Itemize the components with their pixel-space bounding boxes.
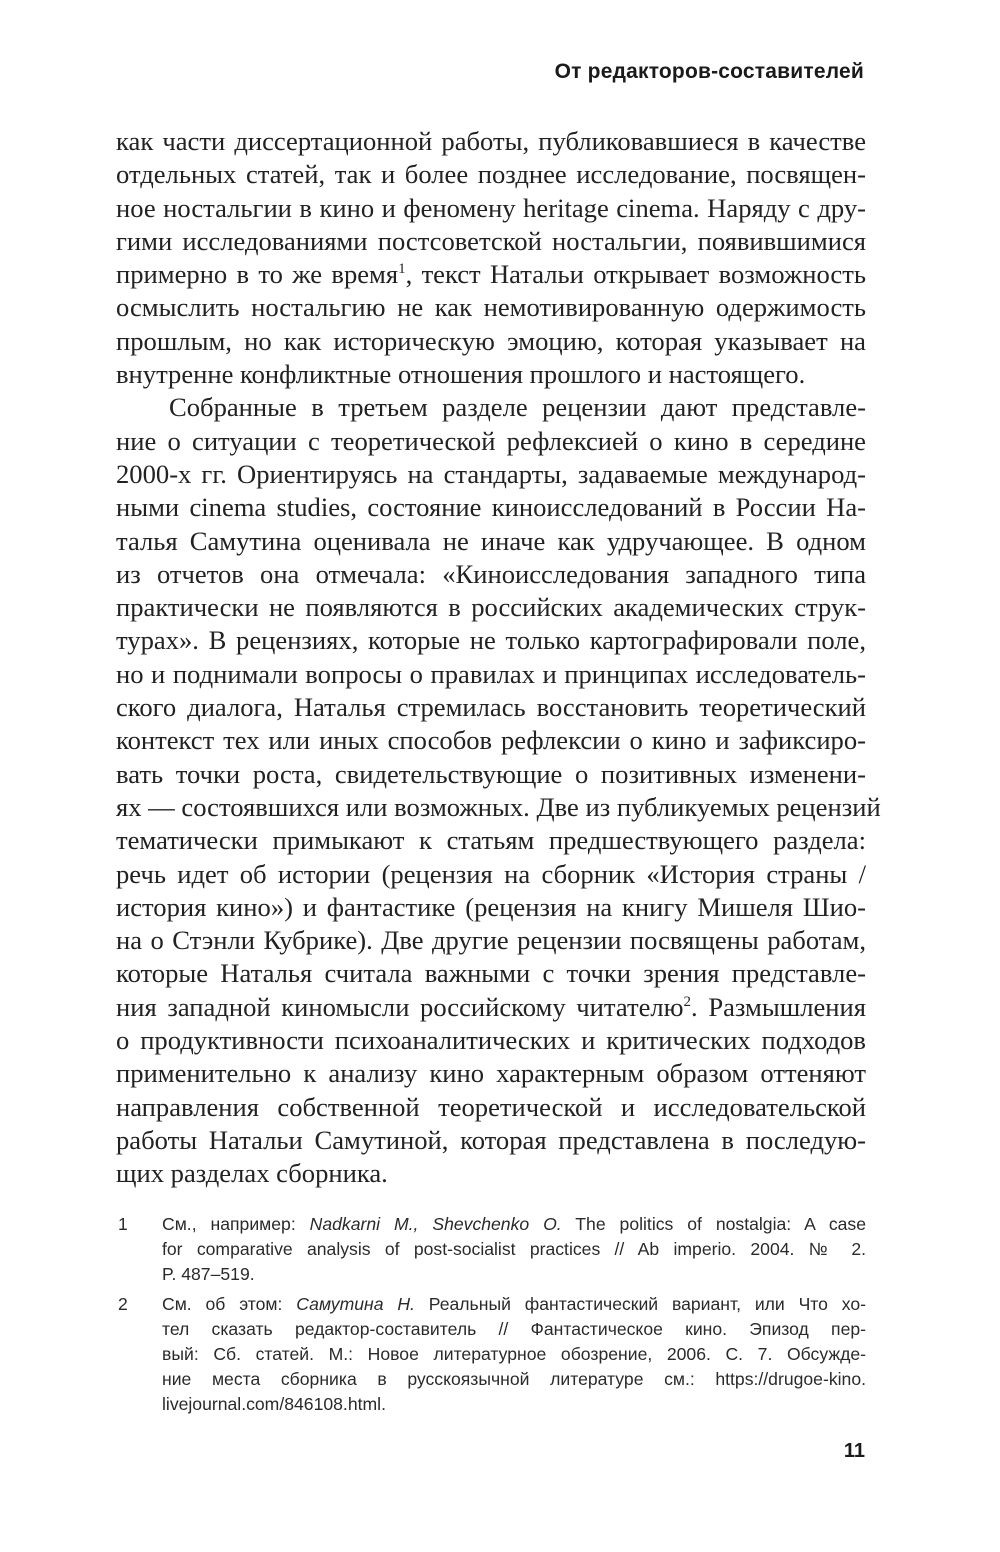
text-fragment: ния западной киномысли российскому читателю — [116, 991, 684, 1022]
text-line: вать точки роста, свидетельствующие о позитивных изменени- — [116, 758, 866, 789]
footnote-line: вый: Сб. статей. М.: Новое литературное обозрение, 2006. С. 7. Обсужде- — [162, 1344, 866, 1364]
text-fragment: См., например: — [162, 1214, 310, 1234]
page-number: 11 — [843, 1440, 865, 1462]
text-line: осмыслить ностальгию не как немотивированную одержимость — [116, 292, 866, 323]
text-line: речь идет об истории (рецензия на сборник «История страны / — [116, 858, 866, 889]
text-line: отдельных статей, так и более позднее исследование, посвящен- — [116, 159, 866, 190]
text-line: как части диссертационной работы, публиковавшиеся в качестве — [116, 126, 866, 156]
footnote-ref[interactable]: 2 — [683, 993, 692, 1010]
footnote-authors: Самутина Н. — [296, 1294, 415, 1314]
text-line: применительно к анализу кино характерным образом оттеняют — [116, 1058, 866, 1089]
text-line: работы Натальи Самутиной, которая представлена в последую- — [116, 1124, 866, 1155]
text-fragment: Реальный фантастический вариант, или Что хо- — [414, 1294, 867, 1314]
text-line — [116, 258, 866, 291]
running-header: От редакторов-составителей — [554, 60, 864, 83]
text-line: направления собственной теоретической и исследовательской — [116, 1091, 866, 1122]
footnote-1 — [116, 1212, 866, 1287]
text-fragment: . Размышления — [691, 991, 866, 1022]
footnote-number: 1 — [118, 1214, 128, 1234]
footnote-line: ние места сборника в русскоязычной литературе см.: https://drugoe-kino. — [162, 1369, 866, 1389]
footnotes — [116, 1212, 866, 1422]
footnote-line: тел сказать редактор-составитель // Фантастическое кино. Эпизод пер- — [162, 1319, 866, 1339]
footnote-line: P. 487–519. — [162, 1264, 255, 1284]
body-text — [116, 125, 881, 1191]
footnote-link-line[interactable]: livejournal.com/846108.html. — [162, 1394, 386, 1414]
text-line: прошлым, но как историческую эмоцию, которая указывает на — [116, 325, 866, 356]
footnote-authors: Nadkarni M., Shevchenko O. — [309, 1214, 562, 1234]
text-line: гими исследованиями постсоветской ностальгии, появившимися — [116, 225, 866, 256]
text-line: ние о ситуации с теоретической рефлексией о кино в середине — [116, 425, 866, 456]
footnote-line: for comparative analysis of post-socialist practices // Ab imperio. 2004. № 2. — [162, 1239, 866, 1259]
text-line: из отчетов она отмечала: «Киноисследования западного типа — [116, 558, 866, 589]
text-line: практически не появляются в российских академических струк- — [116, 592, 866, 623]
footnote-line — [162, 1292, 866, 1317]
text-line: ными cinema studies, состояние киноисследований в России На- — [116, 492, 866, 523]
text-line: щих разделах сборника. — [116, 1158, 388, 1189]
text-fragment: См. об этом: — [162, 1294, 297, 1314]
footnote-ref[interactable]: 1 — [398, 261, 406, 278]
text-line: Собранные в третьем разделе рецензии дают представле- — [169, 392, 866, 423]
footnote-2 — [116, 1292, 866, 1417]
footnote-line — [162, 1212, 866, 1237]
text-line: которые Наталья считала важными с точки зрения представле- — [116, 958, 866, 989]
text-fragment: примерно в то же время — [116, 259, 399, 290]
text-fragment: The politics of nostalgia: A case — [561, 1214, 866, 1234]
text-line: ное ностальгии в кино и феномену heritage cinema. Наряду с дру- — [116, 192, 866, 223]
footnote-number: 2 — [118, 1294, 128, 1314]
text-line: талья Самутина оценивала не иначе как удручающее. В одном — [116, 525, 866, 556]
text-line: о продуктивности психоаналитических и критических подходов — [116, 1025, 866, 1056]
text-line: ях — состоявшихся или возможных. Две из публикуемых рецензий — [116, 791, 881, 822]
text-line: ского диалога, Наталья стремилась восстановить теоретический — [116, 692, 866, 723]
text-line: на о Стэнли Кубрике). Две другие рецензии посвящены работам, — [116, 925, 866, 956]
text-line: история кино») и фантастике (рецензия на книгу Мишеля Шио- — [116, 891, 866, 922]
text-line: но и поднимали вопросы о правилах и принципах исследователь- — [116, 658, 866, 689]
text-line: контекст тех или иных способов рефлексии о кино и зафиксиро- — [116, 725, 866, 756]
text-fragment: , текст Натальи открывает возможность — [405, 259, 866, 290]
text-line: тематически примыкают к статьям предшествующего раздела: — [116, 825, 866, 856]
text-line: внутренне конфликтные отношения прошлого и настоящего. — [116, 359, 806, 390]
text-line: 2000-х гг. Ориентируясь на стандарты, задаваемые международ- — [116, 458, 866, 489]
text-line: турах». В рецензиях, которые не только картографировали поле, — [116, 625, 866, 656]
text-line — [116, 991, 866, 1024]
